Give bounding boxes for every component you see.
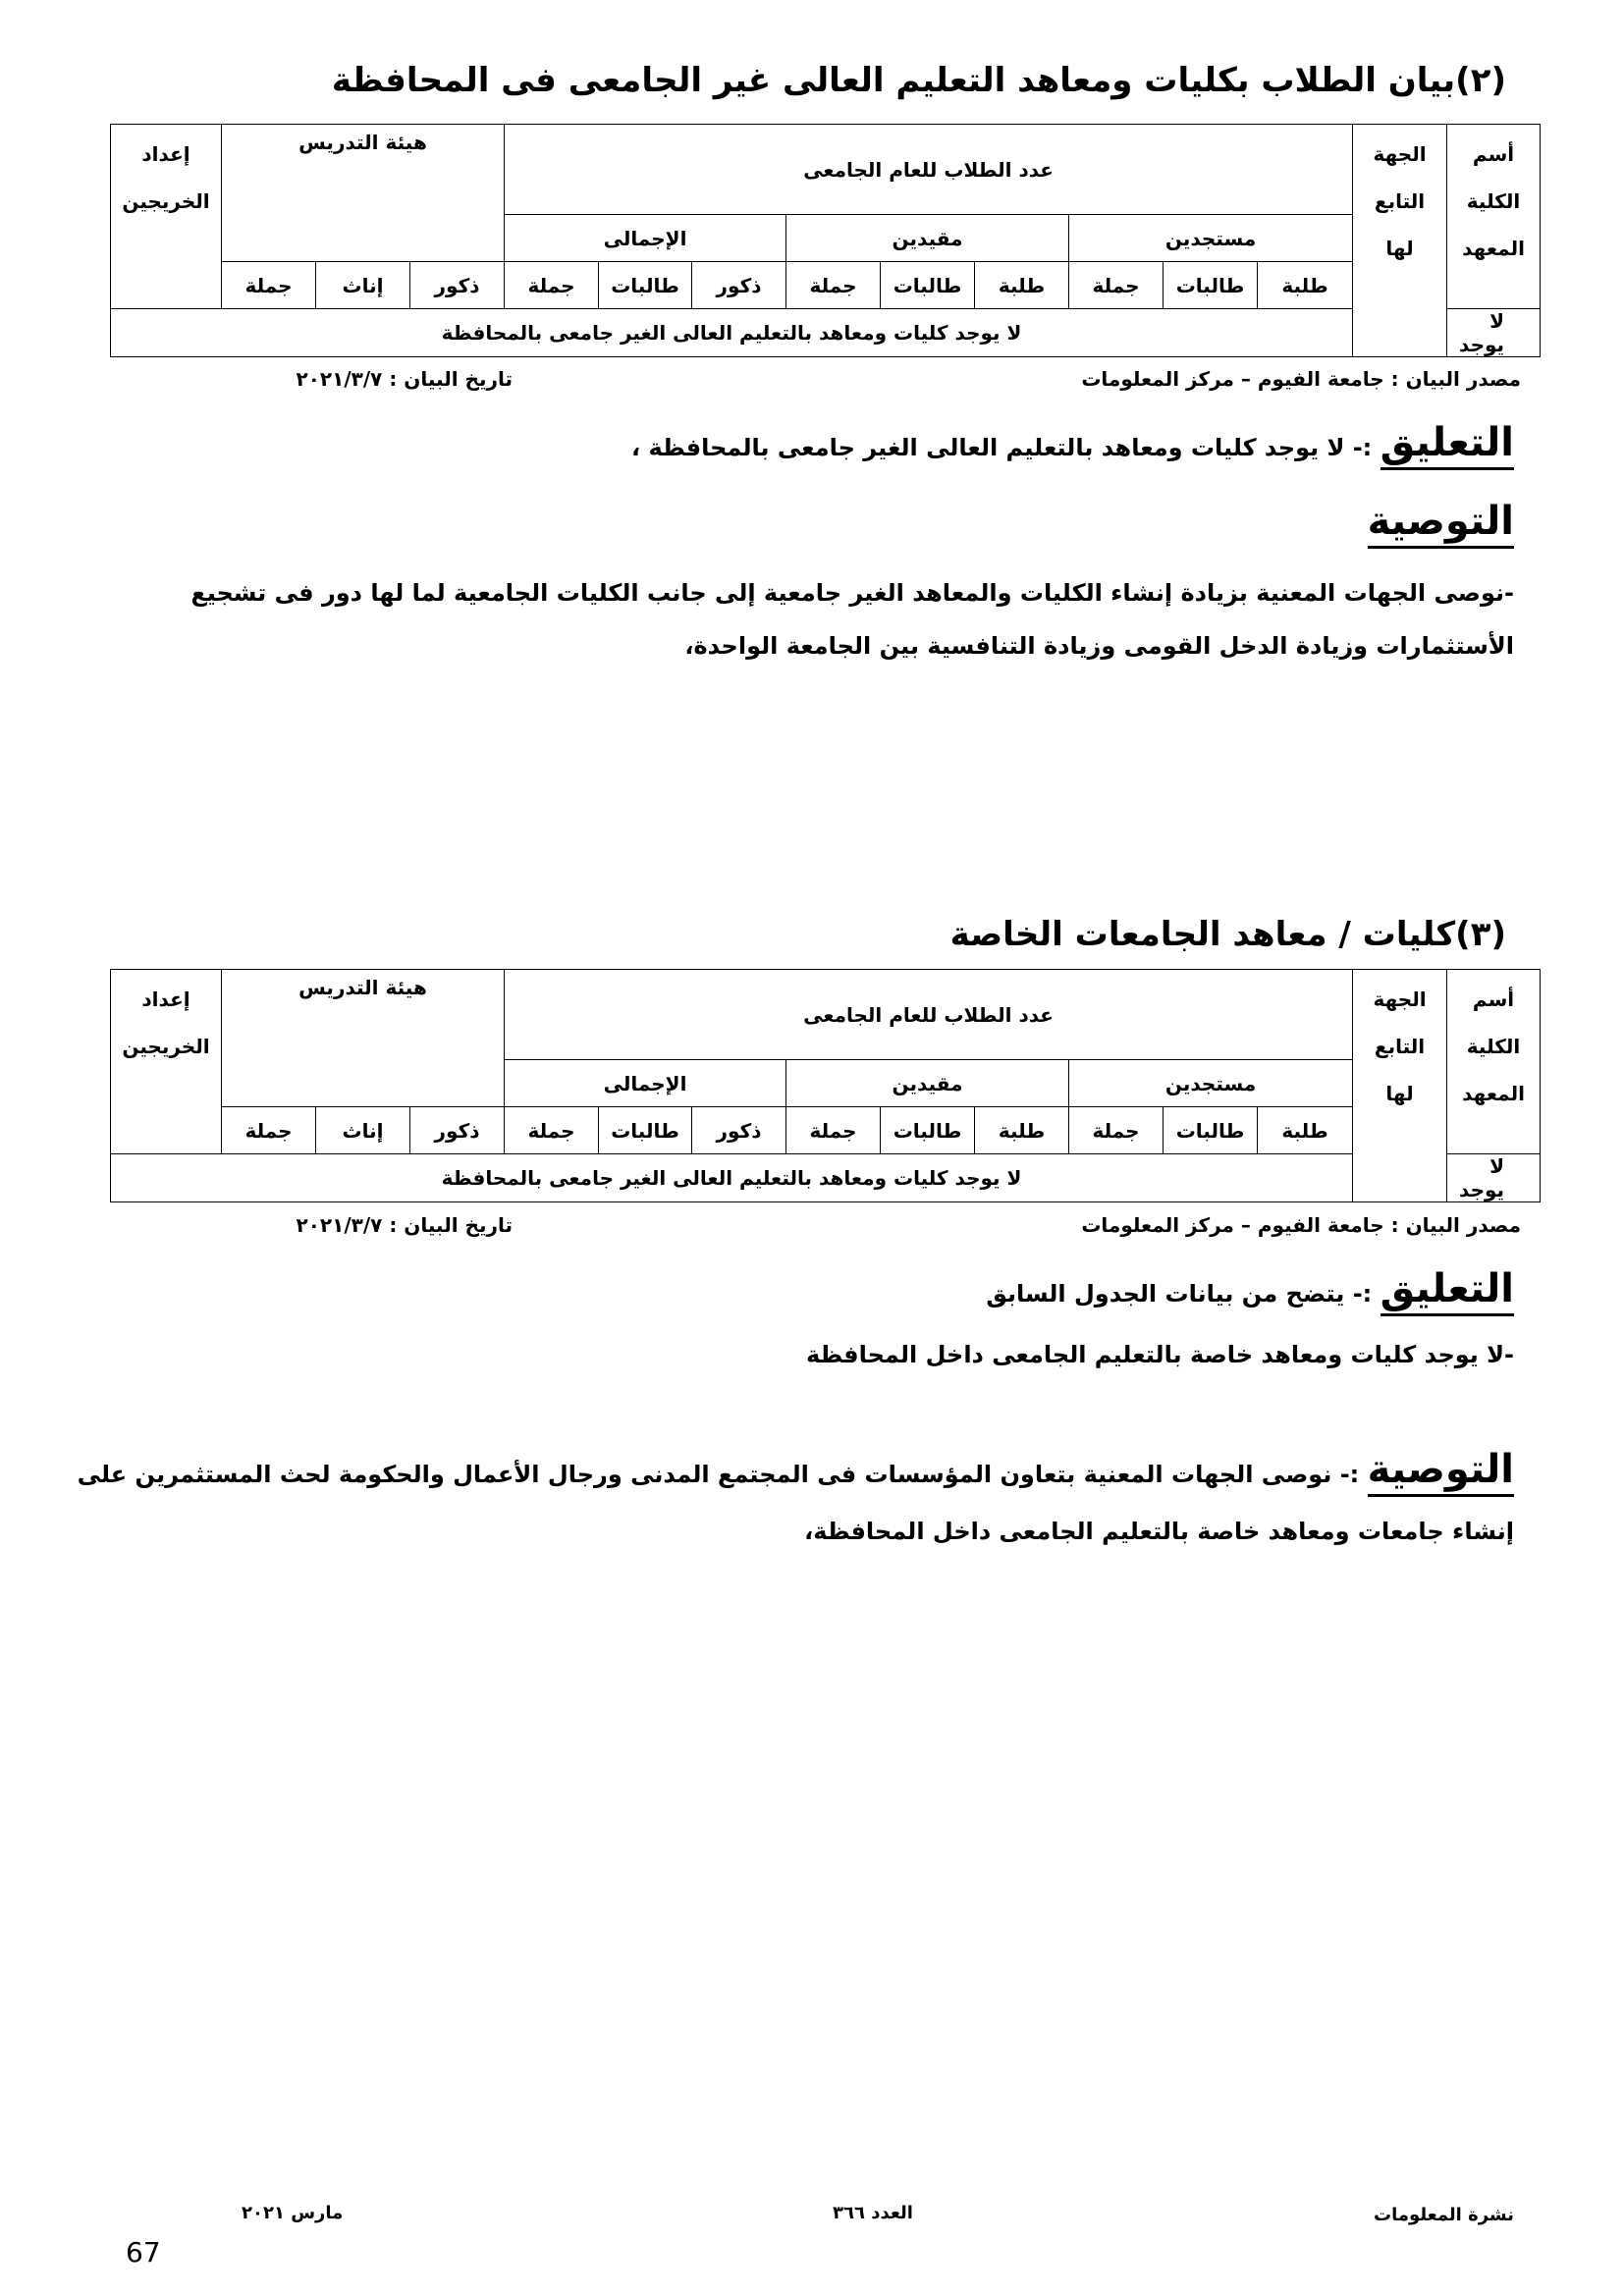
sub-female-students: طالبات — [881, 1107, 975, 1154]
recommendation-line: -نوصى الجهات المعنية بزيادة إنشاء الكليات والمعاهد الغير جامعية إلى جانب الكليات الجامعية لما لها دور فى تشجيع — [190, 579, 1514, 607]
group-total: الإجمالى — [505, 215, 786, 262]
group-continuing: مقيدين — [786, 1060, 1069, 1107]
recommendation-text: :- نوصى الجهات المعنية بتعاون المؤسسات فى المجتمع المدنى ورجال الأعمال والحكومة لحث المستثمرين على — [77, 1461, 1360, 1488]
faculty-header: هيئة التدريس — [222, 970, 505, 1107]
recommendation-block — [78, 1447, 1514, 1492]
affiliation-header: الجهة التابع لها — [1353, 970, 1447, 1202]
recommendation-heading: التوصية — [1368, 1447, 1514, 1497]
data-source: مصدر البيان : جامعة الفيوم – مركز المعلومات — [1081, 367, 1521, 391]
private-universities-table — [110, 969, 1541, 1202]
comment-block — [631, 420, 1514, 465]
comment-block — [986, 1266, 1514, 1311]
none-text: لا يوجد كليات ومعاهد بالتعليم العالى الغير جامعى بالمحافظة — [111, 309, 1353, 357]
college-name-header: أسم الكلية المعهد — [1447, 970, 1541, 1154]
sub-total: جملة — [786, 262, 881, 309]
footer-publication: نشرة المعلومات — [1374, 2205, 1514, 2225]
sub-total: جملة — [222, 262, 316, 309]
group-continuing: مقيدين — [786, 215, 1069, 262]
sub-male-students: طلبة — [1258, 1107, 1353, 1154]
data-date: تاريخ البيان : ٢٠٢١/٣/٧ — [296, 1213, 513, 1237]
footer-date: مارس ٢٠٢١ — [242, 2203, 344, 2223]
sub-males: ذكور — [692, 1107, 786, 1154]
sub-males: ذكور — [692, 262, 786, 309]
college-name-header: أسم الكلية المعهد — [1447, 125, 1541, 309]
sub-female-students: طالبات — [881, 262, 975, 309]
none-label: لا يوجد — [1447, 309, 1541, 357]
sub-female-students: طالبات — [599, 1107, 692, 1154]
data-source: مصدر البيان : جامعة الفيوم – مركز المعلومات — [1081, 1213, 1521, 1237]
comment-heading: التعليق — [1380, 420, 1514, 470]
affiliation-header: الجهة التابع لها — [1353, 125, 1447, 357]
footer-issue: العدد ٣٦٦ — [833, 2203, 913, 2223]
comment-heading: التعليق — [1380, 1266, 1514, 1316]
sub-males: ذكور — [410, 262, 505, 309]
recommendation-line: إنشاء جامعات ومعاهد خاصة بالتعليم الجامعى داخل المحافظة، — [804, 1518, 1514, 1545]
sub-total: جملة — [222, 1107, 316, 1154]
sub-male-students: طلبة — [975, 262, 1069, 309]
sub-total: جملة — [786, 1107, 881, 1154]
group-total: الإجمالى — [505, 1060, 786, 1107]
recommendation-heading: التوصية — [1368, 499, 1514, 549]
none-label: لا يوجد — [1447, 1154, 1541, 1202]
sub-total: جملة — [1069, 262, 1164, 309]
students-count-header: عدد الطلاب للعام الجامعى — [505, 125, 1353, 215]
faculty-header: هيئة التدريس — [222, 125, 505, 262]
sub-male-students: طلبة — [975, 1107, 1069, 1154]
graduates-header: إعداد الخريجين — [111, 125, 222, 309]
page-number: 67 — [126, 2236, 161, 2269]
sub-total: جملة — [1069, 1107, 1164, 1154]
sub-female-students: طالبات — [599, 262, 692, 309]
comment-text: :- يتضح من بيانات الجدول السابق — [986, 1280, 1373, 1308]
graduates-header: إعداد الخريجين — [111, 970, 222, 1154]
sub-total: جملة — [505, 1107, 599, 1154]
recommendation-heading-block — [1368, 499, 1514, 544]
sub-female-students: طالبات — [1164, 1107, 1258, 1154]
data-date: تاريخ البيان : ٢٠٢١/٣/٧ — [296, 367, 513, 391]
section-title: (٣)كليات / معاهد الجامعات الخاصة — [949, 915, 1506, 954]
none-text: لا يوجد كليات ومعاهد بالتعليم العالى الغير جامعى بالمحافظة — [111, 1154, 1353, 1202]
sub-male-students: طلبة — [1258, 262, 1353, 309]
sub-female-students: طالبات — [1164, 262, 1258, 309]
group-new: مستجدين — [1069, 1060, 1353, 1107]
sub-females: إناث — [316, 1107, 410, 1154]
recommendation-line: الأستثمارات وزيادة الدخل القومى وزيادة التنافسية بين الجامعة الواحدة، — [684, 632, 1514, 660]
sub-females: إناث — [316, 262, 410, 309]
students-table — [110, 124, 1541, 357]
sub-total: جملة — [505, 262, 599, 309]
comment-text: :- لا يوجد كليات ومعاهد بالتعليم العالى الغير جامعى بالمحافظة ، — [630, 434, 1373, 461]
section-title: (٢)بيان الطلاب بكليات ومعاهد التعليم العالى غير الجامعى فى المحافظة — [331, 61, 1506, 100]
comment-line: -لا يوجد كليات ومعاهد خاصة بالتعليم الجامعى داخل المحافظة — [805, 1341, 1514, 1368]
sub-males: ذكور — [410, 1107, 505, 1154]
group-new: مستجدين — [1069, 215, 1353, 262]
students-count-header: عدد الطلاب للعام الجامعى — [505, 970, 1353, 1060]
